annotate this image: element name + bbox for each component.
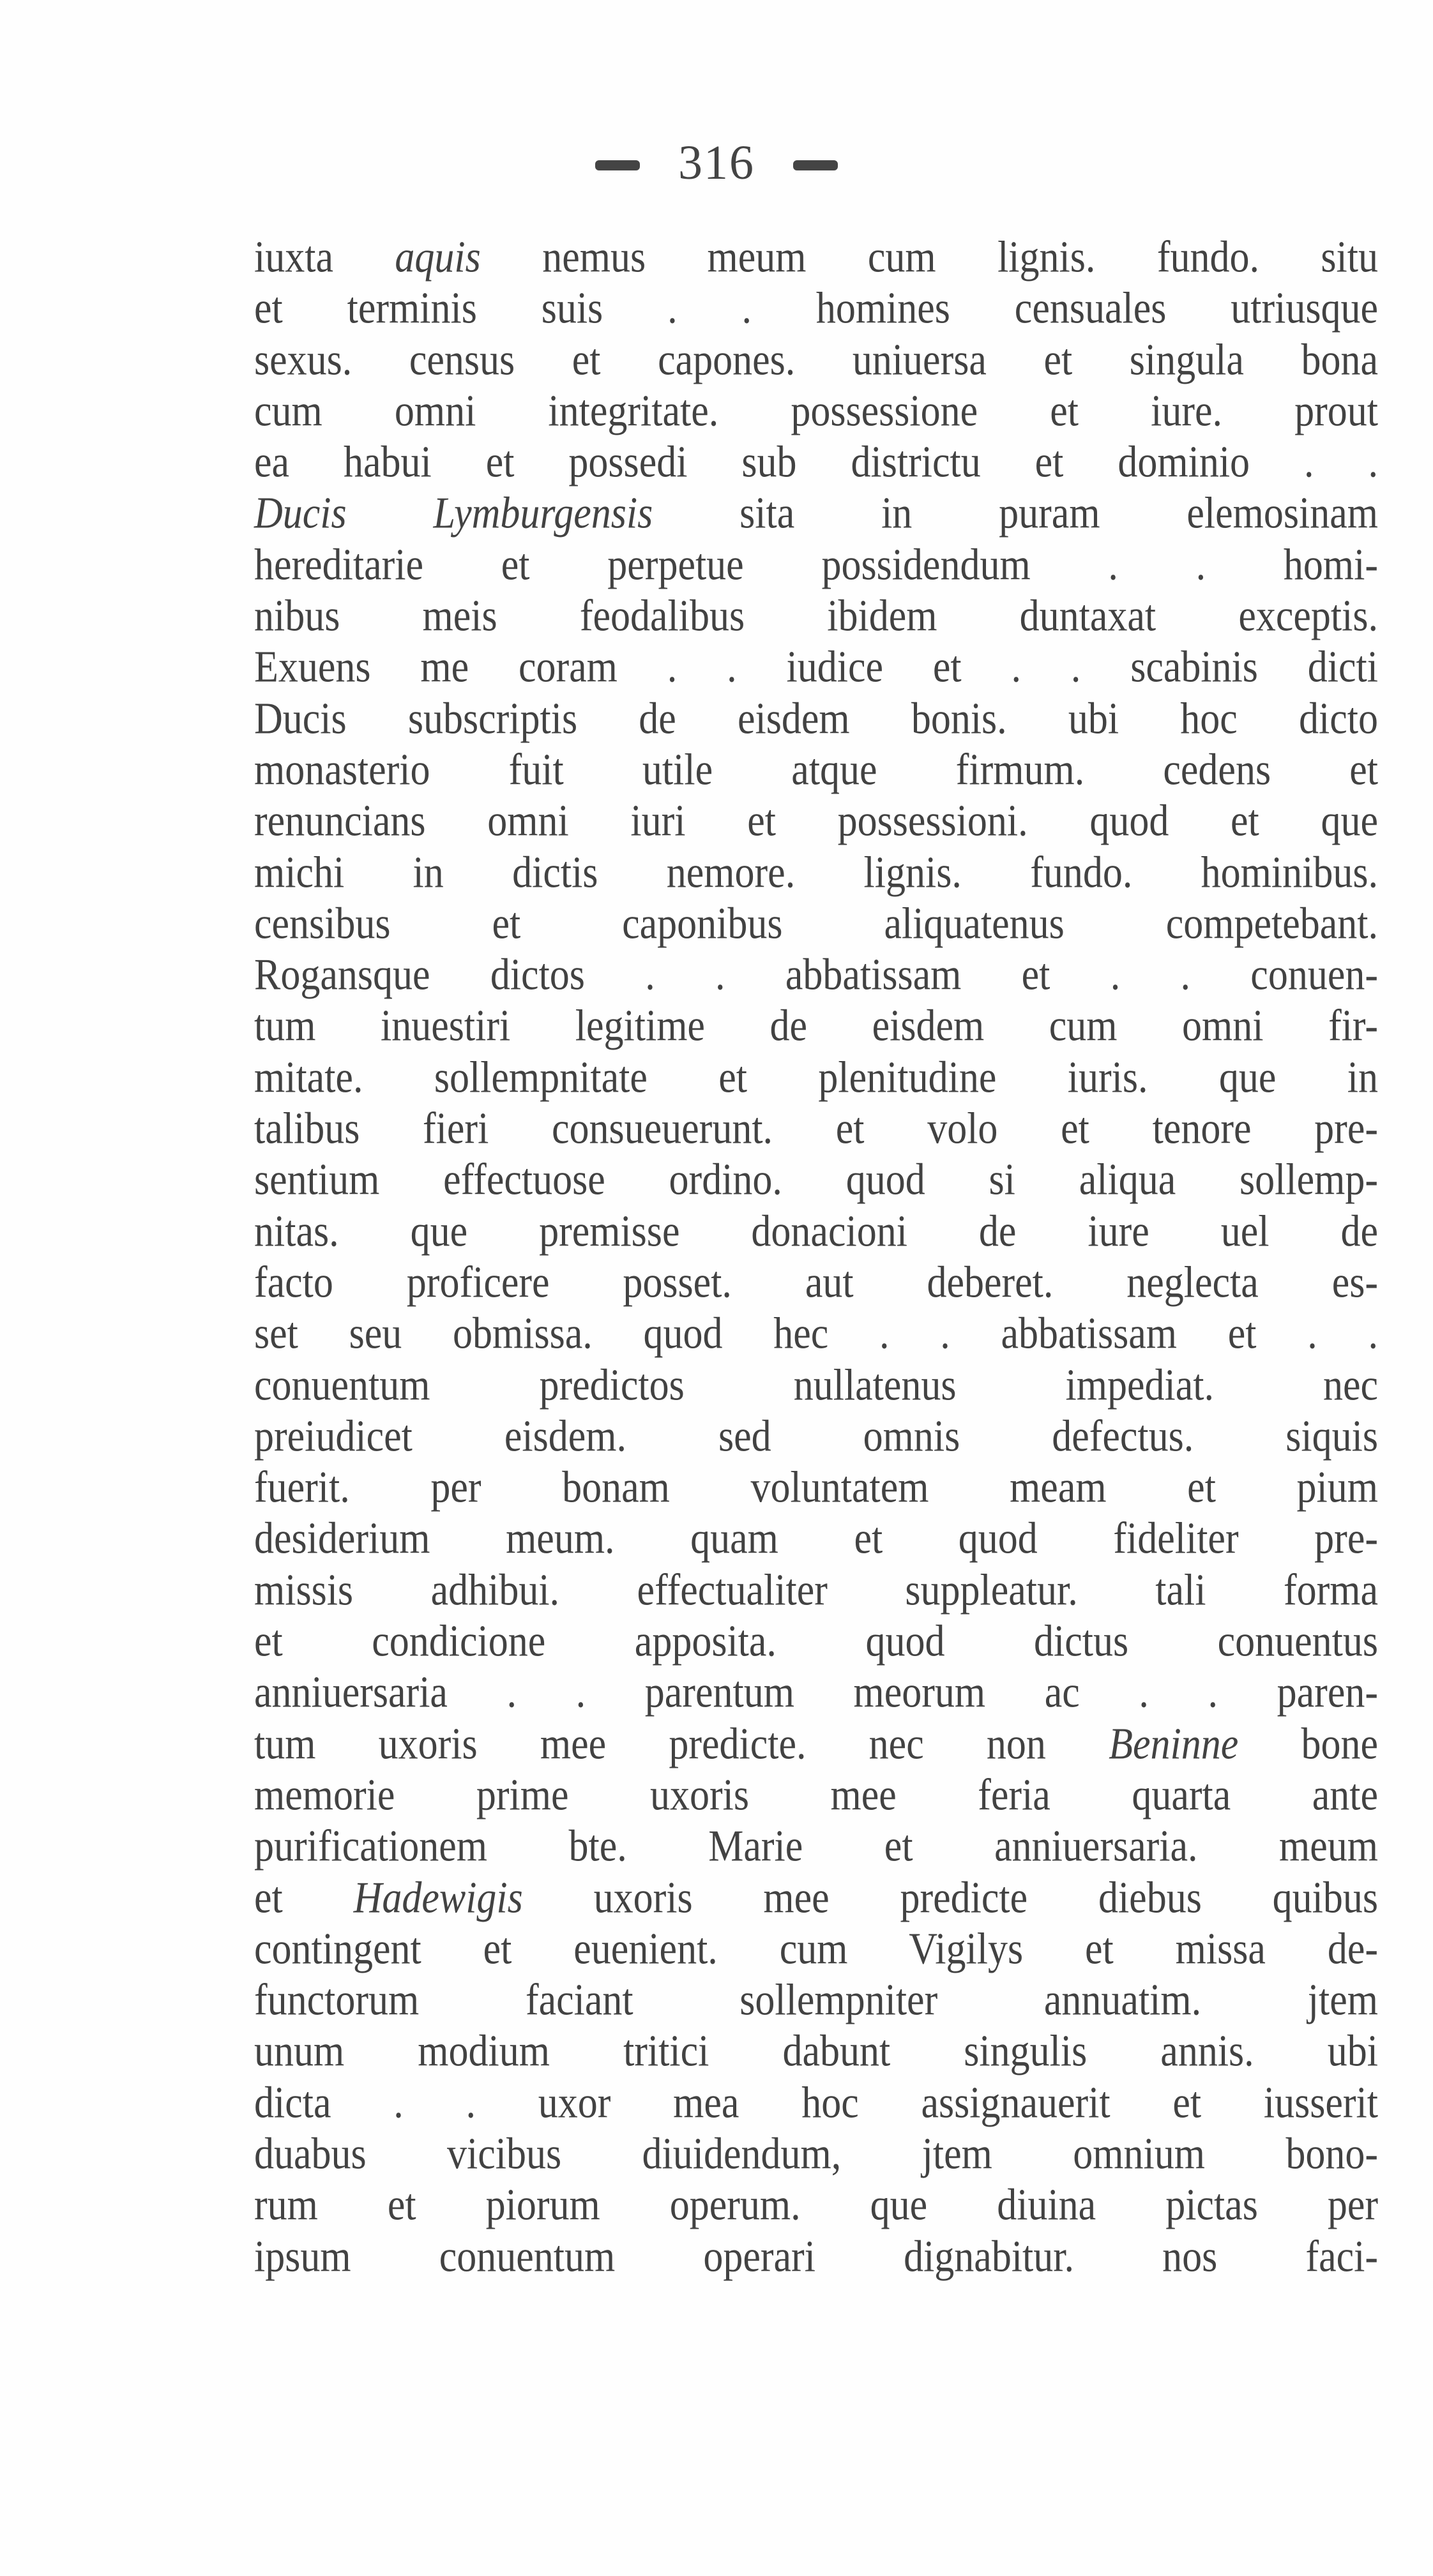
italic-name: Ducis Lymburgensis bbox=[254, 489, 653, 538]
text-line bbox=[254, 1408, 1378, 1465]
text-segment: cum omni integritate. possessione et iure. prout bbox=[254, 386, 1378, 435]
text-line bbox=[254, 998, 1378, 1055]
text-segment: nitas. que premisse donacioni de iure uel de bbox=[254, 1207, 1378, 1256]
text-segment: Rogansque dictos . . abbatissam et . . conuen- bbox=[254, 951, 1378, 1000]
text-line bbox=[254, 1869, 1378, 1927]
text-line bbox=[254, 331, 1378, 389]
text-line bbox=[254, 1254, 1378, 1311]
text-segment: hereditarie et perpetue possidendum . . homi- bbox=[254, 540, 1378, 589]
text-line bbox=[254, 946, 1378, 1004]
text-line bbox=[254, 1357, 1378, 1414]
text-segment: purificationem bte. Marie et anniuersaria. meum bbox=[254, 1822, 1378, 1871]
text-segment: sentium effectuose ordino. quod si aliqua sollemp- bbox=[254, 1156, 1378, 1205]
text-segment: sita in puram elemosinam bbox=[653, 489, 1378, 538]
text-line bbox=[254, 1152, 1378, 1209]
text-segment: talibus fieri consueuerunt. et volo et tenore pre- bbox=[254, 1104, 1378, 1154]
text-segment: et terminis suis . . homines censuales utriusque bbox=[254, 284, 1378, 333]
text-segment: et bbox=[254, 1873, 354, 1922]
text-line bbox=[254, 844, 1378, 901]
text-segment: ipsum conuentum operari dignabitur. nos faci- bbox=[254, 2232, 1378, 2281]
text-line bbox=[254, 2125, 1378, 2183]
text-segment: rum et piorum operum. que diuina pictas per bbox=[254, 2181, 1378, 2230]
text-segment: preiudicet eisdem. sed omnis defectus. siquis bbox=[254, 1412, 1378, 1461]
text-line bbox=[254, 485, 1378, 543]
text-segment: dicta . . uxor mea hoc assignauerit et iusserit bbox=[254, 2078, 1378, 2127]
italic-name: aquis bbox=[395, 232, 481, 282]
text-line bbox=[254, 1715, 1378, 1773]
text-segment: set seu obmissa. quod hec . . abbatissam et . . bbox=[254, 1309, 1378, 1359]
italic-name: Hadewigis bbox=[353, 1873, 523, 1922]
text-line bbox=[254, 1305, 1378, 1362]
text-line bbox=[254, 690, 1378, 748]
text-segment: Exuens me coram . . iudice et . . scabinis dicti bbox=[254, 643, 1378, 692]
text-line bbox=[254, 1459, 1378, 1516]
text-line bbox=[254, 2176, 1378, 2234]
text-line bbox=[254, 1818, 1378, 1875]
right-dash-ornament bbox=[793, 160, 838, 170]
text-line bbox=[254, 2228, 1378, 2286]
text-line bbox=[254, 792, 1378, 850]
text-segment: tum inuestiri legitime de eisdem cum omni fir- bbox=[254, 1002, 1378, 1051]
text-segment: missis adhibui. effectualiter suppleatur. tali forma bbox=[254, 1565, 1378, 1615]
text-segment: Ducis subscriptis de eisdem bonis. ubi hoc dicto bbox=[254, 694, 1378, 743]
page-number: 316 bbox=[678, 136, 755, 190]
body-text bbox=[254, 232, 1378, 2282]
text-line bbox=[254, 741, 1378, 799]
text-line bbox=[254, 1613, 1378, 1670]
text-segment: functorum faciant sollempniter annuatim. jtem bbox=[254, 1975, 1378, 2025]
text-segment: iuxta bbox=[254, 232, 395, 282]
text-segment: duabus vicibus diuidendum, jtem omnium bono- bbox=[254, 2129, 1378, 2179]
text-line bbox=[254, 1100, 1378, 1157]
text-line bbox=[254, 1203, 1378, 1260]
text-segment: et condicione apposita. quod dictus conuentus bbox=[254, 1616, 1378, 1666]
page-header bbox=[0, 131, 1433, 195]
text-line bbox=[254, 433, 1378, 491]
text-line bbox=[254, 2023, 1378, 2081]
text-segment: nibus meis feodalibus ibidem duntaxat exceptis. bbox=[254, 591, 1378, 641]
text-line bbox=[254, 382, 1378, 440]
text-segment: memorie prime uxoris mee feria quarta ante bbox=[254, 1770, 1378, 1819]
text-line bbox=[254, 229, 1378, 286]
text-segment: censibus et caponibus aliquatenus competebant. bbox=[254, 899, 1378, 948]
text-line bbox=[254, 1562, 1378, 1619]
text-line bbox=[254, 1766, 1378, 1824]
text-segment: anniuersaria . . parentum meorum ac . . paren- bbox=[254, 1668, 1378, 1717]
text-segment: unum modium tritici dabunt singulis annis. ubi bbox=[254, 2027, 1378, 2076]
text-segment: desiderium meum. quam et quod fideliter pre- bbox=[254, 1514, 1378, 1563]
text-line bbox=[254, 895, 1378, 953]
text-line bbox=[254, 1049, 1378, 1106]
text-segment: fuerit. per bonam voluntatem meam et pium bbox=[254, 1463, 1378, 1512]
text-segment: nemus meum cum lignis. fundo. situ bbox=[480, 232, 1378, 282]
text-segment: sexus. census et capones. uniuersa et singula bona bbox=[254, 335, 1378, 384]
text-segment: michi in dictis nemore. lignis. fundo. hominibus. bbox=[254, 848, 1378, 897]
text-segment: renuncians omni iuri et possessioni. quod et que bbox=[254, 797, 1378, 846]
text-line bbox=[254, 1510, 1378, 1568]
text-line bbox=[254, 639, 1378, 697]
text-segment: contingent et euenient. cum Vigilys et missa de- bbox=[254, 1924, 1378, 1973]
text-segment: tum uxoris mee predicte. nec non bbox=[254, 1719, 1109, 1768]
left-dash-ornament bbox=[595, 160, 640, 170]
text-line bbox=[254, 1920, 1378, 1978]
text-line bbox=[254, 280, 1378, 337]
text-segment: facto proficere posset. aut deberet. neglecta es- bbox=[254, 1258, 1378, 1307]
italic-name: Beninne bbox=[1109, 1719, 1239, 1768]
text-segment: bone bbox=[1238, 1719, 1378, 1768]
text-line bbox=[254, 536, 1378, 594]
text-segment: monasterio fuit utile atque firmum. cedens et bbox=[254, 745, 1378, 795]
text-segment: mitate. sollempnitate et plenitudine iuris. que in bbox=[254, 1053, 1378, 1102]
text-line bbox=[254, 2074, 1378, 2132]
text-segment: conuentum predictos nullatenus impediat. nec bbox=[254, 1360, 1378, 1410]
text-segment: ea habui et possedi sub districtu et dominio . . bbox=[254, 438, 1378, 487]
text-line bbox=[254, 587, 1378, 645]
text-line bbox=[254, 1664, 1378, 1721]
text-line bbox=[254, 1971, 1378, 2029]
text-segment: uxoris mee predicte diebus quibus bbox=[522, 1873, 1378, 1922]
